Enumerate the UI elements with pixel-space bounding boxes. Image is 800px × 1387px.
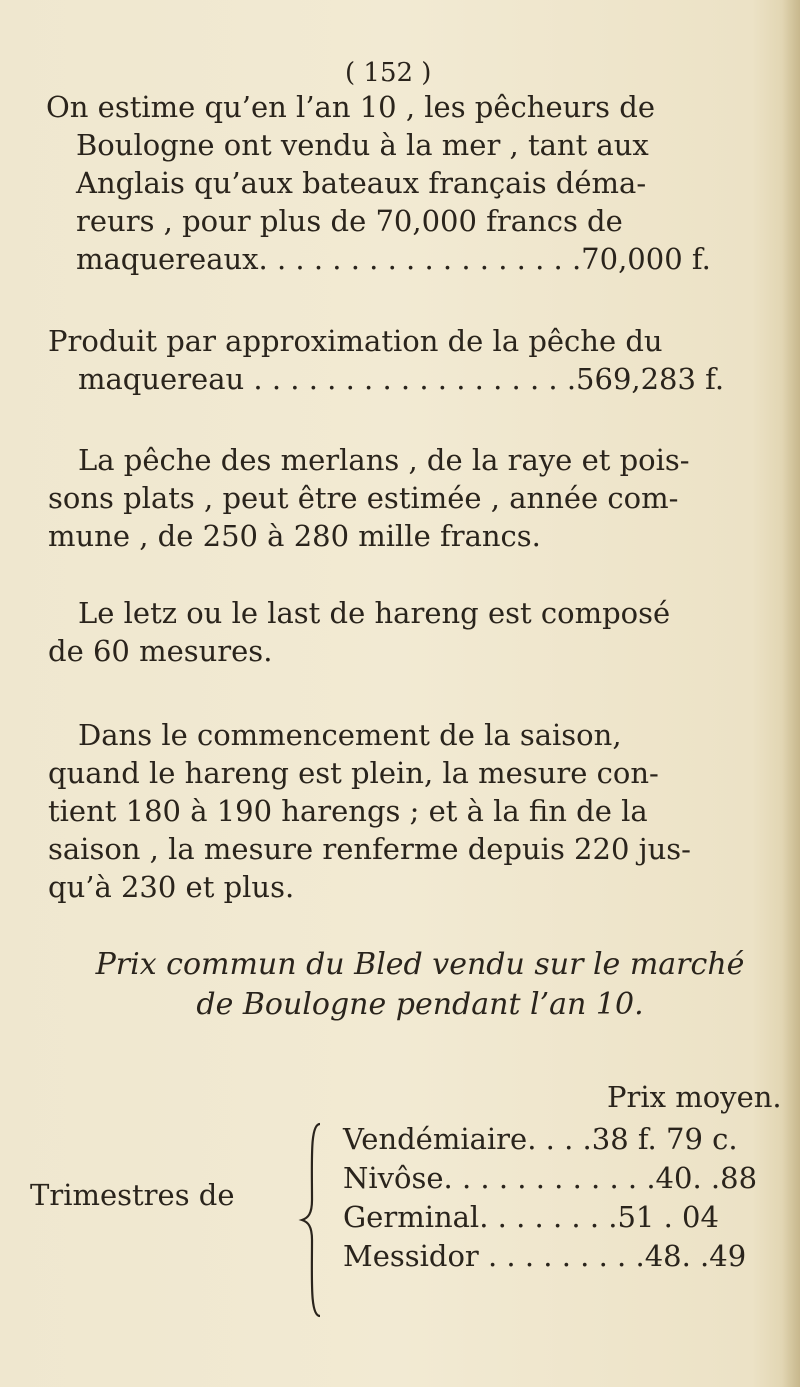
text-line: maquereaux. . . . . . . . . . . . . . . . . .70,000 f. (76, 242, 711, 276)
column-header: Prix moyen. (607, 1080, 782, 1114)
text-line: maquereau . . . . . . . . . . . . . . . . . .569,283 f. (78, 362, 725, 396)
text-line: saison , la mesure renferme depuis 220 jus- (48, 832, 691, 866)
price-row-messidor: Messidor . . . . . . . . .48. .49 (343, 1239, 747, 1273)
text-line: On estime qu’en l’an 10 , les pêcheurs de (46, 90, 655, 124)
text-line: de 60 mesures. (48, 634, 273, 668)
text-line: Dans le commencement de la saison, (78, 718, 622, 752)
text-line: La pêche des merlans , de la raye et pois- (78, 443, 690, 477)
text-line: Boulogne ont vendu à la mer , tant aux (76, 128, 649, 162)
price-row-germinal: Germinal. . . . . . . .51 . 04 (343, 1200, 719, 1234)
text-line: Produit par approximation de la pêche du (48, 324, 663, 358)
text-line: sons plats , peut être estimée , année com- (48, 481, 679, 515)
price-row-vendemiaire: Vendémiaire. . . .38 f. 79 c. (343, 1122, 738, 1156)
section-heading (40, 945, 800, 1025)
paragraph-merlans (48, 441, 788, 555)
heading-line: de Boulogne pendant l’an 10. (196, 987, 644, 1022)
price-table (30, 1080, 800, 1340)
paragraph-saison (48, 716, 793, 906)
page-number: ( 152 ) (345, 58, 432, 88)
text-line: mune , de 250 à 280 mille francs. (48, 519, 541, 553)
curly-brace (298, 1120, 328, 1320)
heading-line: Prix commun du Bled vendu sur le marché (95, 947, 745, 982)
paragraph-maquereaux-export (46, 88, 786, 278)
text-line: tient 180 à 190 harengs ; et à la fin de la (48, 794, 648, 828)
text-line: Anglais qu’aux bateaux français déma- (76, 166, 647, 200)
price-row-nivose: Nivôse. . . . . . . . . . . .40. .88 (343, 1161, 758, 1195)
paragraph-hareng-last (48, 594, 788, 670)
text-line: Le letz ou le last de hareng est composé (78, 596, 671, 630)
text-line: quand le hareng est plein, la mesure con- (48, 756, 659, 790)
text-line: reurs , pour plus de 70,000 francs de (76, 204, 623, 238)
price-rows (343, 1120, 757, 1276)
row-group-label: Trimestres de (30, 1178, 235, 1212)
paragraph-maquereau-produit (48, 322, 788, 398)
text-line: qu’à 230 et plus. (48, 870, 295, 904)
